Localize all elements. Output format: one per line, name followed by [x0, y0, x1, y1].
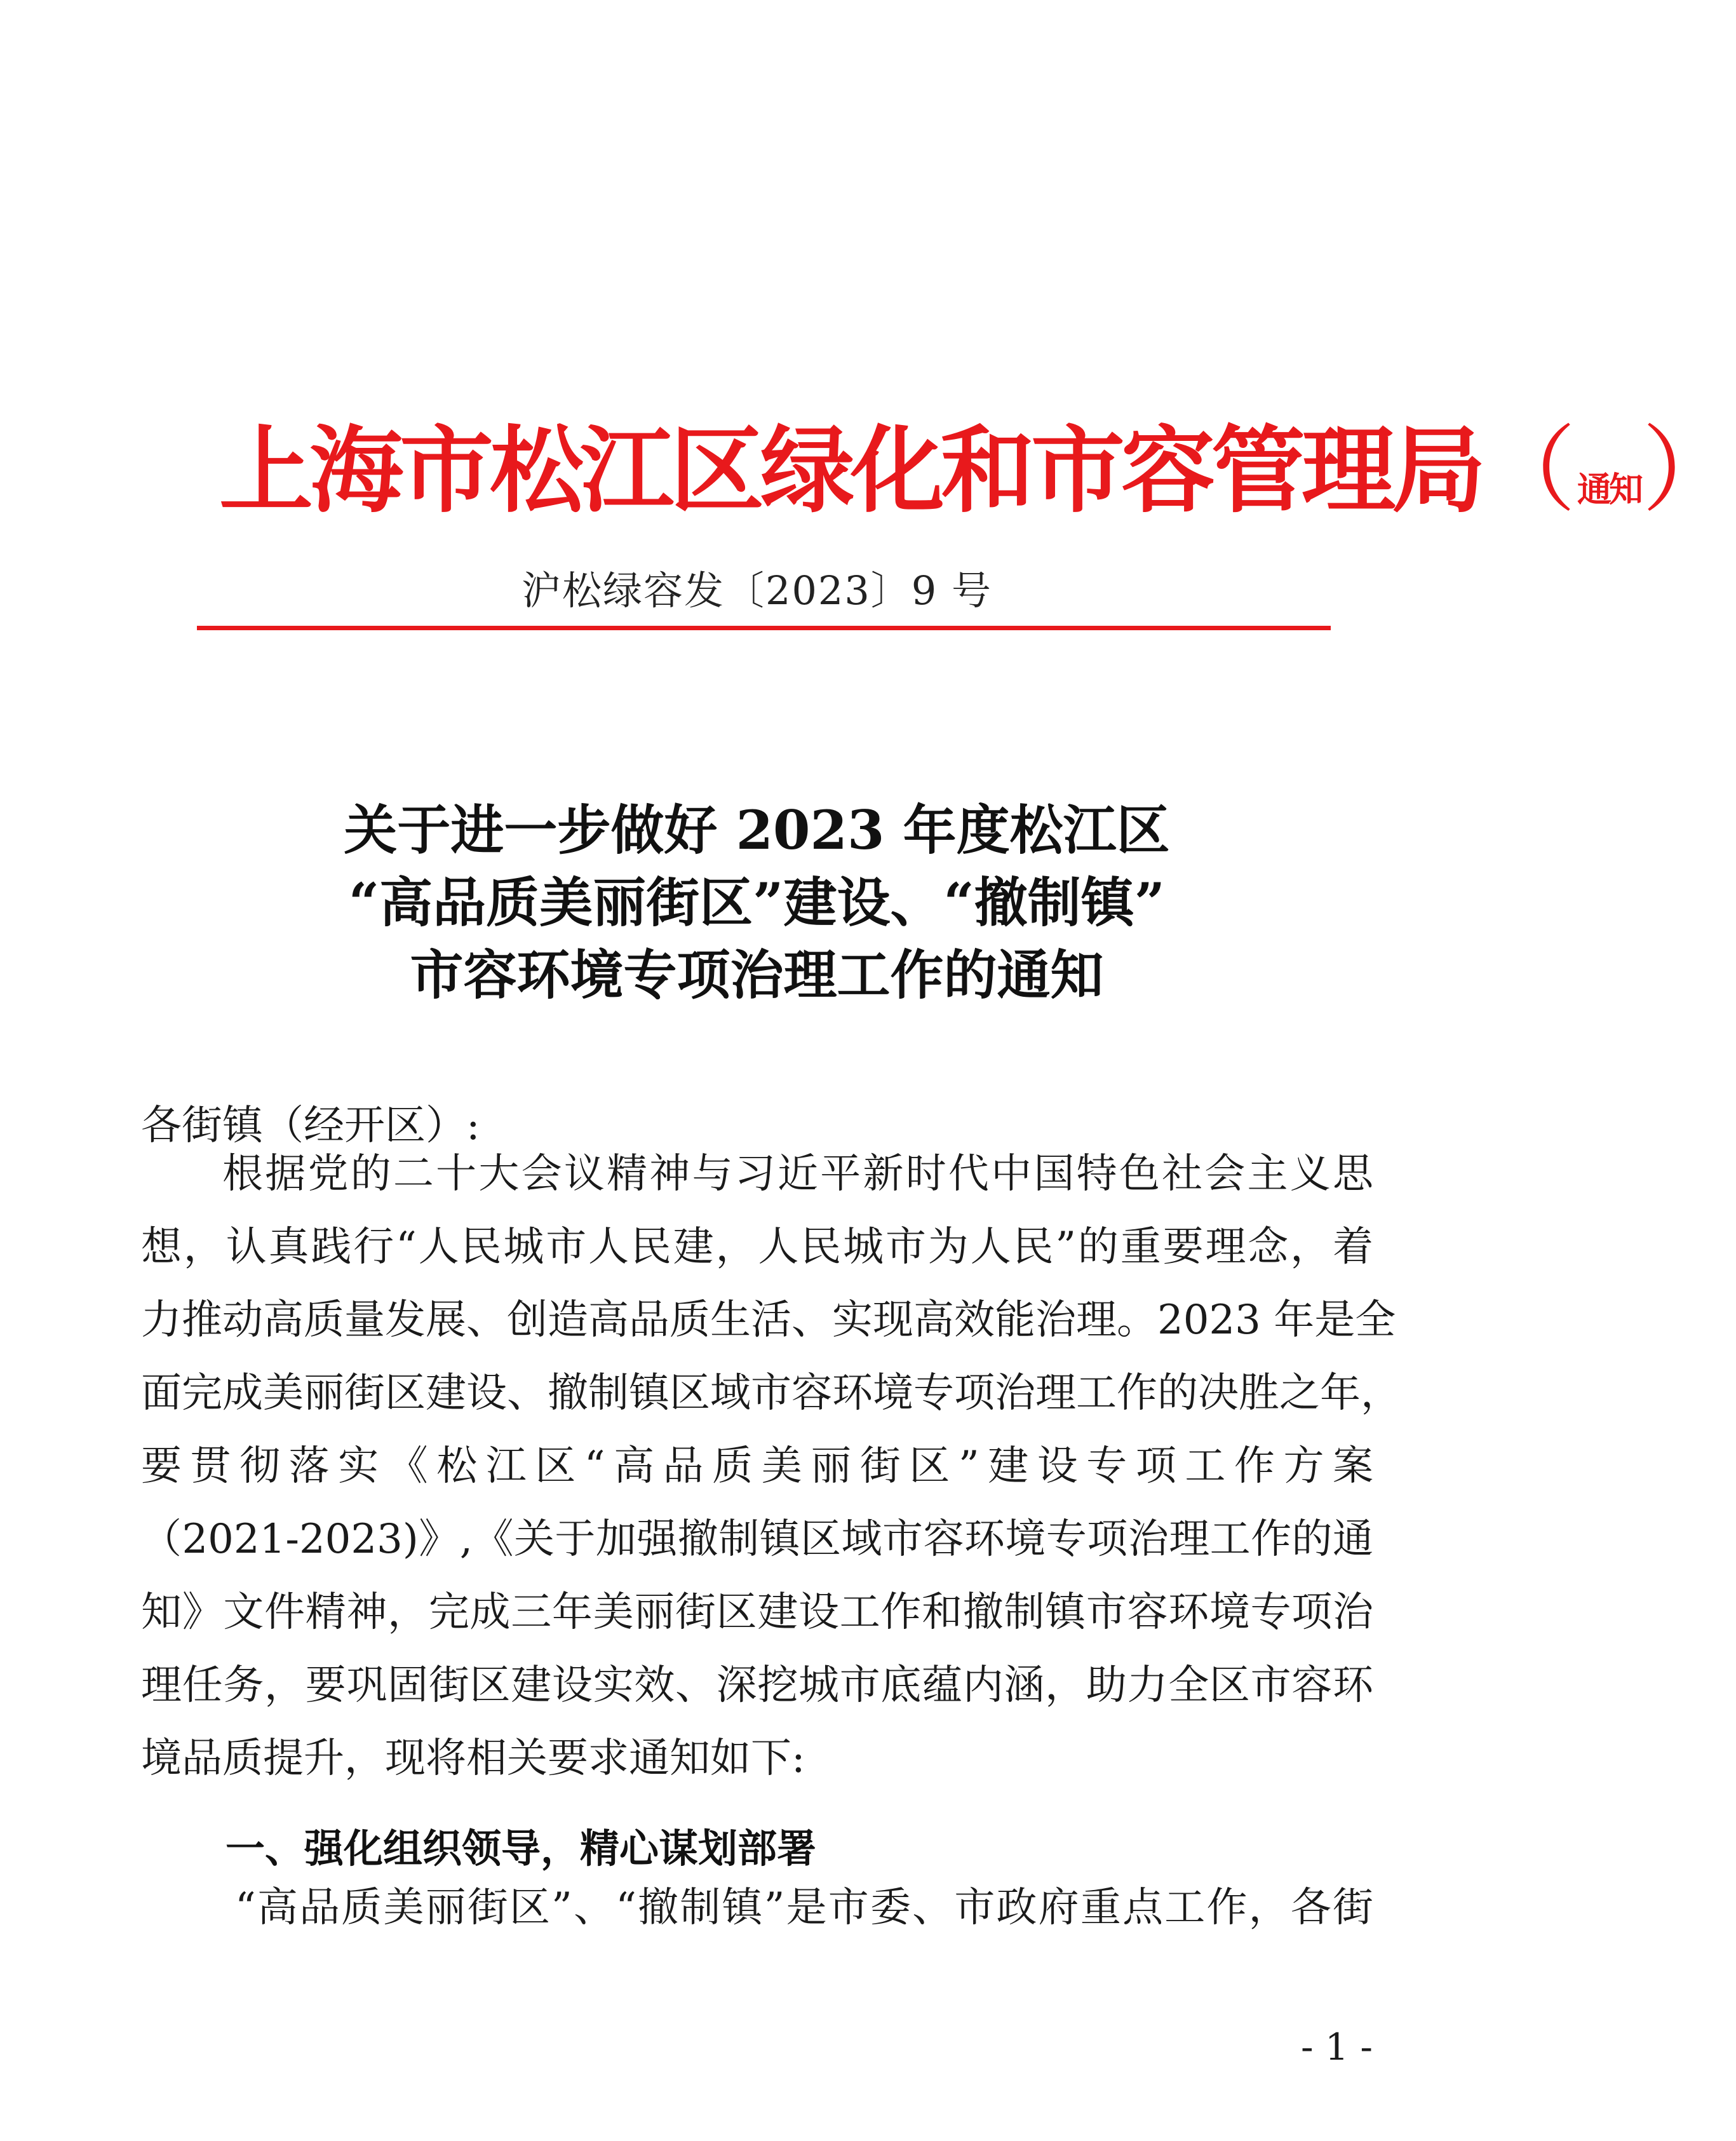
issuer-name: 上海市松江区绿化和市容管理局	[219, 415, 1482, 525]
document-type-label: 通知	[1577, 469, 1641, 510]
body-line: 要贯彻落实《松江区“高品质美丽街区”建设专项工作方案	[141, 1443, 1373, 1490]
body-line: 根据党的二十大会议精神与习近平新时代中国特色社会主义思	[222, 1151, 1373, 1198]
body-line: 境品质提升，现将相关要求通知如下:	[141, 1735, 805, 1782]
body-line: 知》文件精神，完成三年美丽街区建设工作和撤制镇市容环境专项治	[141, 1589, 1373, 1636]
body-line: 力推动高质量发展、创造高品质生活、实现高效能治理。2023 年是全	[141, 1297, 1396, 1344]
masthead-paren-close: ）	[1642, 415, 1736, 525]
body-line: 理任务，要巩固街区建设实效、深挖城市底蕴内涵，助力全区市容环	[141, 1662, 1373, 1709]
salutation: 各街镇（经开区）:	[141, 1102, 480, 1149]
title-line-1: 关于进一步做好 2023 年度松江区	[344, 799, 1170, 861]
document-number: 沪松绿容发〔2023〕9 号	[521, 567, 992, 614]
page-number: - 1 -	[1301, 2025, 1373, 2069]
title-line-3: 市容环境专项治理工作的通知	[410, 943, 1104, 1006]
title-line-2: “高品质美丽街区”建设、“撤制镇”	[348, 871, 1166, 934]
body-line: “高品质美丽街区”、“撤制镇”是市委、市政府重点工作，各街	[235, 1884, 1373, 1931]
body-line: 面完成美丽街区建设、撤制镇区域市容环境专项治理工作的决胜之年，	[141, 1370, 1401, 1417]
section-heading-1: 一、强化组织领导，精心谋划部署	[225, 1825, 817, 1872]
body-line: （2021-2023)》,《关于加强撤制镇区域市容环境专项治理工作的通	[141, 1516, 1373, 1563]
masthead-paren-open: （	[1482, 415, 1576, 525]
issuer-masthead	[219, 407, 1736, 534]
body-line: 想，认真践行“人民城市人民建，人民城市为人民”的重要理念，着	[141, 1224, 1373, 1271]
document-title	[0, 794, 1514, 1011]
red-separator-rule	[197, 626, 1331, 630]
